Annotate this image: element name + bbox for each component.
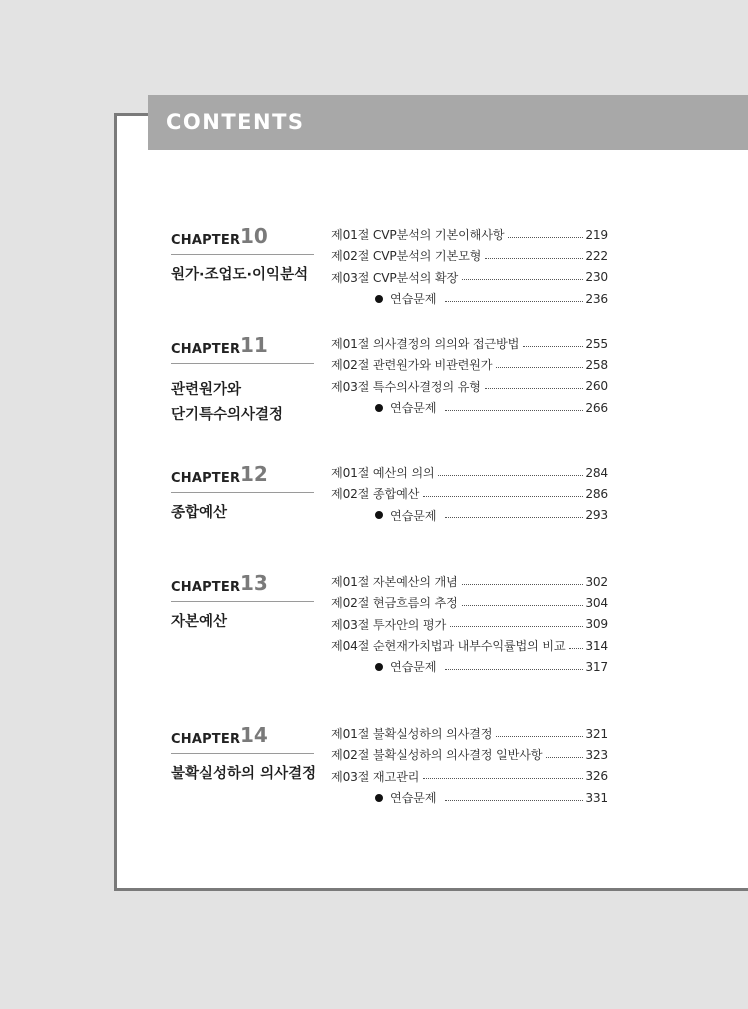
toc-row[interactable] (331, 614, 608, 635)
chapter-heading (171, 462, 314, 493)
chapter-heading (171, 224, 314, 255)
contents-banner (148, 95, 748, 150)
chapter-number: 11 (240, 333, 268, 357)
bullet-icon (375, 794, 383, 802)
toc-label: 연습문제 (390, 791, 437, 806)
chapter-number: 13 (240, 571, 268, 595)
dot-leader (462, 604, 584, 606)
toc-page-number: 317 (585, 659, 608, 674)
toc-entries (331, 462, 608, 526)
toc-page-number: 260 (585, 379, 608, 394)
toc-page-number: 255 (585, 336, 608, 351)
chapter-title-line: 단기특수의사결정 (171, 407, 284, 423)
dot-leader (438, 474, 583, 476)
dot-leader (423, 777, 583, 779)
bullet-icon (375, 663, 383, 671)
page-title: CONTENTS (166, 110, 305, 134)
toc-label: 제02절 종합예산 (331, 487, 420, 502)
chapter-heading (171, 333, 314, 364)
chapter-label: CHAPTER (171, 732, 241, 747)
dot-leader (445, 799, 583, 801)
chapter-label: CHAPTER (171, 233, 241, 248)
toc-row[interactable] (331, 592, 608, 613)
toc-exercise-row[interactable] (331, 656, 608, 677)
dot-leader (508, 236, 583, 238)
toc-exercise-row[interactable] (331, 505, 608, 526)
toc-entries (331, 333, 608, 418)
dot-leader (485, 257, 583, 259)
toc-page-number: 236 (585, 291, 608, 306)
chapter-title-line: 관련원가와 (171, 382, 242, 398)
toc-page-number: 304 (585, 595, 608, 610)
toc-label: 제01절 CVP분석의 기본이해사항 (331, 228, 505, 243)
bullet-icon (375, 404, 383, 412)
dot-leader (445, 668, 583, 670)
toc-row[interactable] (331, 267, 608, 288)
toc-label: 제04절 순현재가치법과 내부수익률법의 비교 (331, 639, 566, 654)
toc-label: 제03절 투자안의 평가 (331, 617, 447, 632)
dot-leader (569, 647, 583, 649)
toc-label: 제01절 불확실성하의 의사결정 (331, 727, 493, 742)
toc-row[interactable] (331, 224, 608, 245)
chapter-title (171, 501, 227, 526)
chapter-label: CHAPTER (171, 580, 241, 595)
toc-page-number: 302 (585, 574, 608, 589)
toc-label: 연습문제 (390, 660, 437, 675)
toc-label: 제01절 예산의 의의 (331, 466, 435, 481)
toc-label: 제03절 재고관리 (331, 769, 420, 784)
toc-exercise-row[interactable] (331, 787, 608, 808)
chapter-label: CHAPTER (171, 471, 241, 486)
toc-label: 제01절 의사결정의 의의와 접근방법 (331, 337, 520, 352)
toc-page-number: 222 (585, 248, 608, 263)
toc-row[interactable] (331, 483, 608, 504)
dot-leader (462, 278, 583, 280)
chapter-title-line: 불확실성하의 의사결정 (171, 766, 317, 782)
toc-row[interactable] (331, 333, 608, 354)
chapter-title (171, 610, 227, 635)
toc-exercise-row[interactable] (331, 288, 608, 309)
toc-label: 제02절 관련원가와 비관련원가 (331, 358, 493, 373)
chapter-title (171, 263, 308, 288)
chapter-heading (171, 723, 314, 754)
dot-leader (445, 300, 583, 302)
toc-page-number: 326 (585, 769, 608, 784)
toc-row[interactable] (331, 766, 608, 787)
toc-label: 제03절 CVP분석의 확장 (331, 270, 459, 285)
chapter-title-line: 자본예산 (171, 614, 228, 630)
chapter-label: CHAPTER (171, 342, 241, 357)
toc-row[interactable] (331, 376, 608, 397)
toc-label: 제01절 자본예산의 개념 (331, 575, 458, 590)
bullet-icon (375, 295, 383, 303)
toc-label: 제02절 CVP분석의 기본모형 (331, 249, 482, 264)
toc-row[interactable] (331, 635, 608, 656)
dot-leader (546, 756, 583, 758)
dot-leader (496, 735, 583, 737)
toc-entries (331, 571, 608, 677)
toc-page-number: 321 (585, 726, 608, 741)
toc-row[interactable] (331, 723, 608, 744)
toc-page-number: 314 (585, 638, 608, 653)
toc-label: 연습문제 (390, 292, 437, 307)
dot-leader (423, 495, 583, 497)
chapter-title (171, 762, 316, 787)
chapter-title (171, 378, 283, 428)
dot-leader (496, 366, 583, 368)
toc-page-number: 219 (585, 227, 608, 242)
dot-leader (445, 516, 583, 518)
dot-leader (523, 345, 583, 347)
toc-page-number: 258 (585, 357, 608, 372)
toc-entries (331, 723, 608, 808)
toc-page-number: 230 (585, 270, 608, 285)
toc-row[interactable] (331, 744, 608, 765)
chapter-number: 10 (240, 224, 268, 248)
toc-label: 제02절 현금흐름의 추정 (331, 596, 458, 611)
toc-page-number: 293 (585, 508, 608, 523)
toc-page-number: 286 (585, 486, 608, 501)
toc-label: 연습문제 (390, 508, 437, 523)
dot-leader (462, 583, 584, 585)
toc-page-number: 266 (585, 400, 608, 415)
chapter-number: 12 (240, 462, 268, 486)
chapter-title-line: 종합예산 (171, 505, 228, 521)
toc-label: 제02절 불확실성하의 의사결정 일반사항 (331, 748, 543, 763)
toc-page-number: 323 (585, 747, 608, 762)
toc-page-number: 309 (585, 617, 608, 632)
toc-row[interactable] (331, 354, 608, 375)
toc-page-number: 331 (585, 790, 608, 805)
chapter-heading (171, 571, 314, 602)
toc-entries (331, 224, 608, 309)
toc-exercise-row[interactable] (331, 397, 608, 418)
chapter-number: 14 (240, 723, 268, 747)
toc-row[interactable] (331, 462, 608, 483)
dot-leader (450, 625, 583, 627)
toc-page-number: 284 (585, 465, 608, 480)
toc-label: 연습문제 (390, 401, 437, 416)
toc-row[interactable] (331, 245, 608, 266)
dot-leader (445, 409, 583, 411)
toc-row[interactable] (331, 571, 608, 592)
bullet-icon (375, 511, 383, 519)
chapter-title-line: 원가·조업도·이익분석 (171, 267, 309, 283)
dot-leader (485, 387, 584, 389)
toc-label: 제03절 특수의사결정의 유형 (331, 379, 481, 394)
